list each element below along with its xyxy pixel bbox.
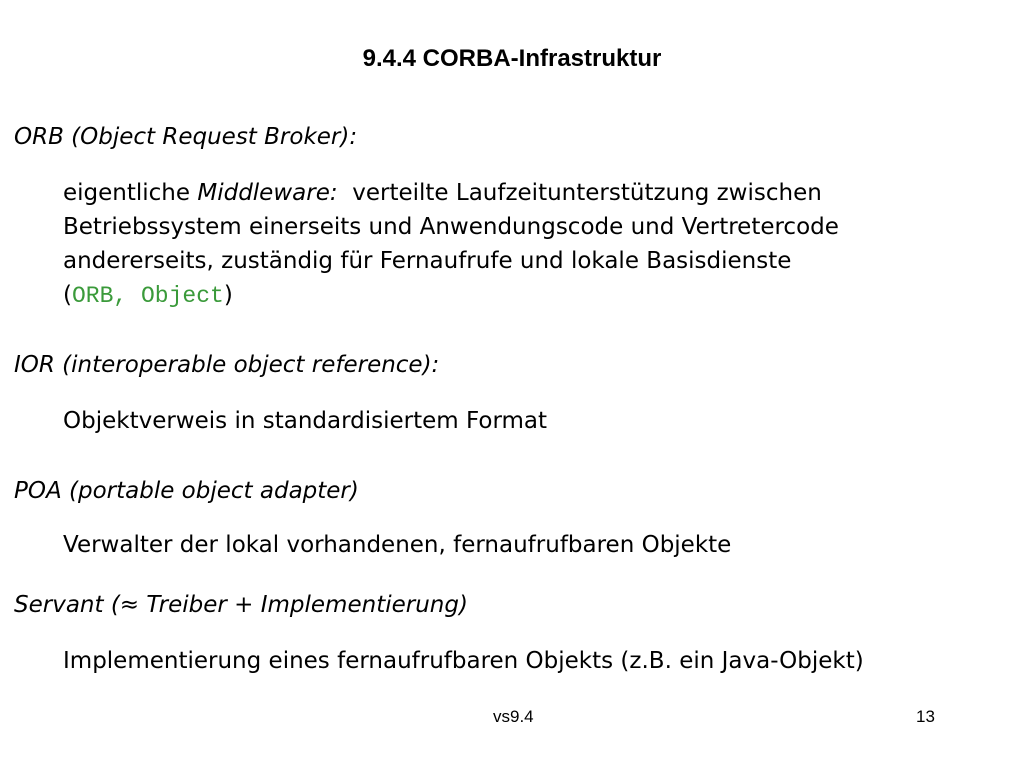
paren-open: ( xyxy=(63,282,72,308)
footer-label: vs9.4 xyxy=(493,707,534,726)
desc-orb xyxy=(63,176,1018,313)
desc-servant: Implementierung eines fernaufrufbaren Objekts (z.B. ein Java-Objekt) xyxy=(63,648,864,674)
desc-orb-line2: Betriebssystem einerseits und Anwendungscode und Vertretercode xyxy=(63,214,839,240)
paren-close: ) xyxy=(223,282,233,308)
term-orb: ORB (Object Request Broker): xyxy=(14,124,358,150)
desc-orb-line4 xyxy=(63,278,1018,313)
desc-orb-middleware: Middleware: xyxy=(197,180,338,206)
term-servant: Servant (≈ Treiber + Implementierung) xyxy=(14,592,468,618)
desc-orb-line3: andererseits, zuständig für Fernaufrufe und lokale Basisdienste xyxy=(63,248,792,274)
code-orb-object: ORB, Object xyxy=(71,283,224,309)
desc-orb-line1-rest: verteilte Laufzeitunterstützung zwischen xyxy=(337,180,822,206)
desc-ior: Objektverweis in standardisiertem Format xyxy=(63,408,548,434)
term-poa: POA (portable object adapter) xyxy=(14,478,359,504)
desc-poa: Verwalter der lokal vorhandenen, fernaufrufbaren Objekte xyxy=(63,532,732,558)
desc-orb-line1 xyxy=(63,176,1018,210)
term-ior: IOR (interoperable object reference): xyxy=(14,352,440,378)
desc-orb-pre: eigentliche xyxy=(63,180,198,206)
slide-title: 9.4.4 CORBA-Infrastruktur xyxy=(362,45,662,72)
page-number: 13 xyxy=(916,707,935,726)
